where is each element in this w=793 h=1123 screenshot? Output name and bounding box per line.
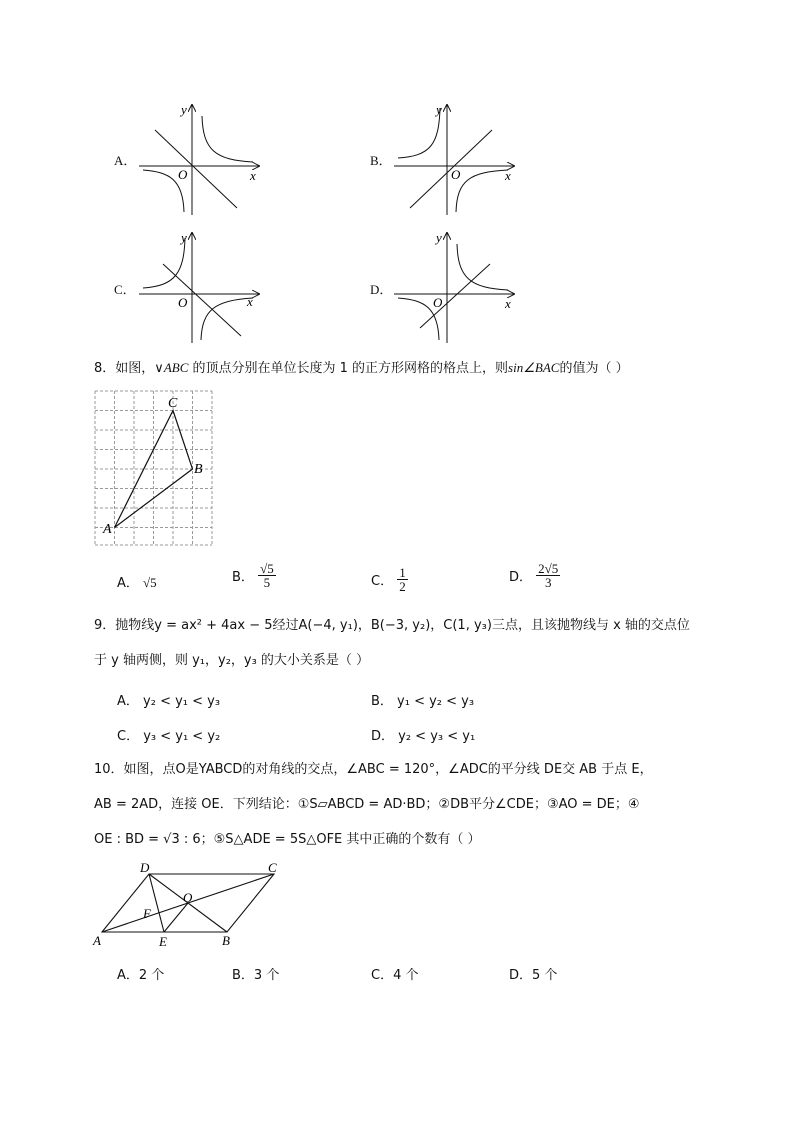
q8-option-c[interactable] — [371, 566, 408, 593]
q8-grid-figure — [94, 390, 220, 550]
y-label: y — [436, 230, 442, 245]
q10-option-a[interactable]: A．2 个 — [117, 968, 165, 983]
q10-stem-line2: AB = 2AD，连接 OE．下列结论：①S▱ABCD = AD·BD；②DB平分∠CDE；③AO = DE；④ — [94, 797, 640, 812]
q7-option-a-label: A． — [114, 153, 137, 168]
q8-option-a[interactable] — [117, 572, 157, 591]
point-d-label: D — [140, 862, 150, 875]
q8-number: 8． — [94, 361, 116, 376]
q9-number: 9． — [94, 618, 116, 633]
q10-option-b[interactable]: B．3 个 — [232, 968, 280, 983]
q9-stem-line2: 于 y 轴两侧，则 y₁，y₂，y₃ 的大小关系是（ ） — [94, 653, 370, 668]
q10-stem-line1: 10．如图，点O是YABCD的对角线的交点，∠ABC = 120°，∠ADC的平分线 DE交 AB 于点 E， — [94, 762, 653, 777]
q8-option-b-label: B． — [232, 570, 254, 585]
point-a-label: A — [103, 522, 112, 537]
q8-sin-expression: sin∠BAC — [508, 360, 560, 375]
q10-stem-line3: OE : BD = √3 : 6；⑤S△ADE = 5S△OFE 其中正确的个数有（ ） — [94, 832, 481, 847]
x-label: x — [250, 168, 256, 183]
hyperbola-branch — [456, 170, 508, 212]
y-label: y — [181, 102, 187, 117]
point-a-label: A — [93, 933, 101, 948]
x-label: x — [505, 296, 511, 311]
point-c-label: C — [268, 862, 277, 875]
q9-option-d[interactable]: D． y₂ < y₃ < y₁ — [371, 729, 476, 744]
segment-de — [149, 874, 164, 932]
q9-option-c[interactable]: C． y₃ < y₁ < y₂ — [117, 729, 221, 744]
hyperbola-branch — [202, 116, 253, 162]
point-c-label: C — [168, 396, 178, 411]
hyperbola-branch — [143, 238, 185, 288]
q8-triangle-name: ABC — [163, 360, 189, 375]
line — [163, 264, 241, 336]
q8-text-a: 如图， — [115, 361, 155, 376]
point-b-label: B — [222, 933, 230, 948]
q8-text-b: 的顶点分别在单位长度为 1 的正方形网格的格点上，则 — [188, 361, 509, 376]
hyperbola-branch — [398, 108, 440, 158]
q10-parallelogram-figure — [92, 862, 292, 952]
x-label: x — [247, 294, 253, 309]
q8-option-a-value: √5 — [143, 575, 157, 590]
q9-text-line1: 抛物线y = ax² + 4ax − 5经过A(−4, y₁)，B(−3, y₂)，C(1, y₃)三点，且该抛物线与 x 轴的交点位 — [115, 618, 690, 633]
q7-graph-b — [390, 100, 520, 220]
q7-option-d-label: D． — [370, 282, 393, 297]
point-b-label: B — [194, 462, 203, 477]
q8-option-d-label: D． — [509, 570, 533, 585]
hyperbola-branch — [457, 244, 508, 290]
origin-label: O — [178, 167, 188, 182]
q8-option-d[interactable] — [509, 562, 560, 589]
q7-graph-a — [135, 100, 265, 220]
q8-stem — [94, 359, 629, 378]
x-label: x — [505, 168, 511, 183]
q8-option-c-label: C． — [371, 574, 394, 589]
point-o-label: O — [183, 890, 193, 905]
q9-stem-line1 — [94, 617, 690, 635]
origin-label: O — [178, 295, 188, 310]
q10-option-d[interactable]: D．5 个 — [509, 968, 558, 983]
q10-option-c[interactable]: C．4 个 — [371, 968, 419, 983]
origin-label: O — [433, 295, 443, 310]
q8-option-b[interactable] — [232, 562, 276, 589]
q9-option-b[interactable]: B． y₁ < y₂ < y₃ — [371, 694, 475, 709]
origin-label: O — [451, 167, 461, 182]
q7-option-b-label: B． — [370, 153, 392, 168]
line — [420, 264, 490, 328]
q8-text-c: 的值为（ ） — [559, 361, 629, 376]
point-f-label: F — [143, 906, 151, 921]
q7-graph-c — [135, 228, 265, 348]
point-e-label: E — [159, 934, 167, 949]
q8-triangle-symbol: ∨ — [154, 361, 164, 376]
q8-option-c-fraction: $\frac{1}{2}$ — [399, 565, 406, 594]
q8-option-a-label: A． — [117, 576, 139, 591]
line — [155, 130, 237, 208]
y-label: y — [181, 230, 187, 245]
hyperbola-branch — [201, 298, 253, 340]
y-label: y — [436, 102, 442, 117]
q8-option-b-fraction: $\frac{√5}{5}$ — [260, 561, 274, 590]
q7-graph-d — [390, 228, 520, 348]
q7-option-c-label: C． — [114, 282, 136, 297]
q8-option-d-fraction: $\frac{2√5}{3}$ — [538, 561, 559, 590]
q9-option-a[interactable]: A． y₂ < y₁ < y₃ — [117, 694, 221, 709]
